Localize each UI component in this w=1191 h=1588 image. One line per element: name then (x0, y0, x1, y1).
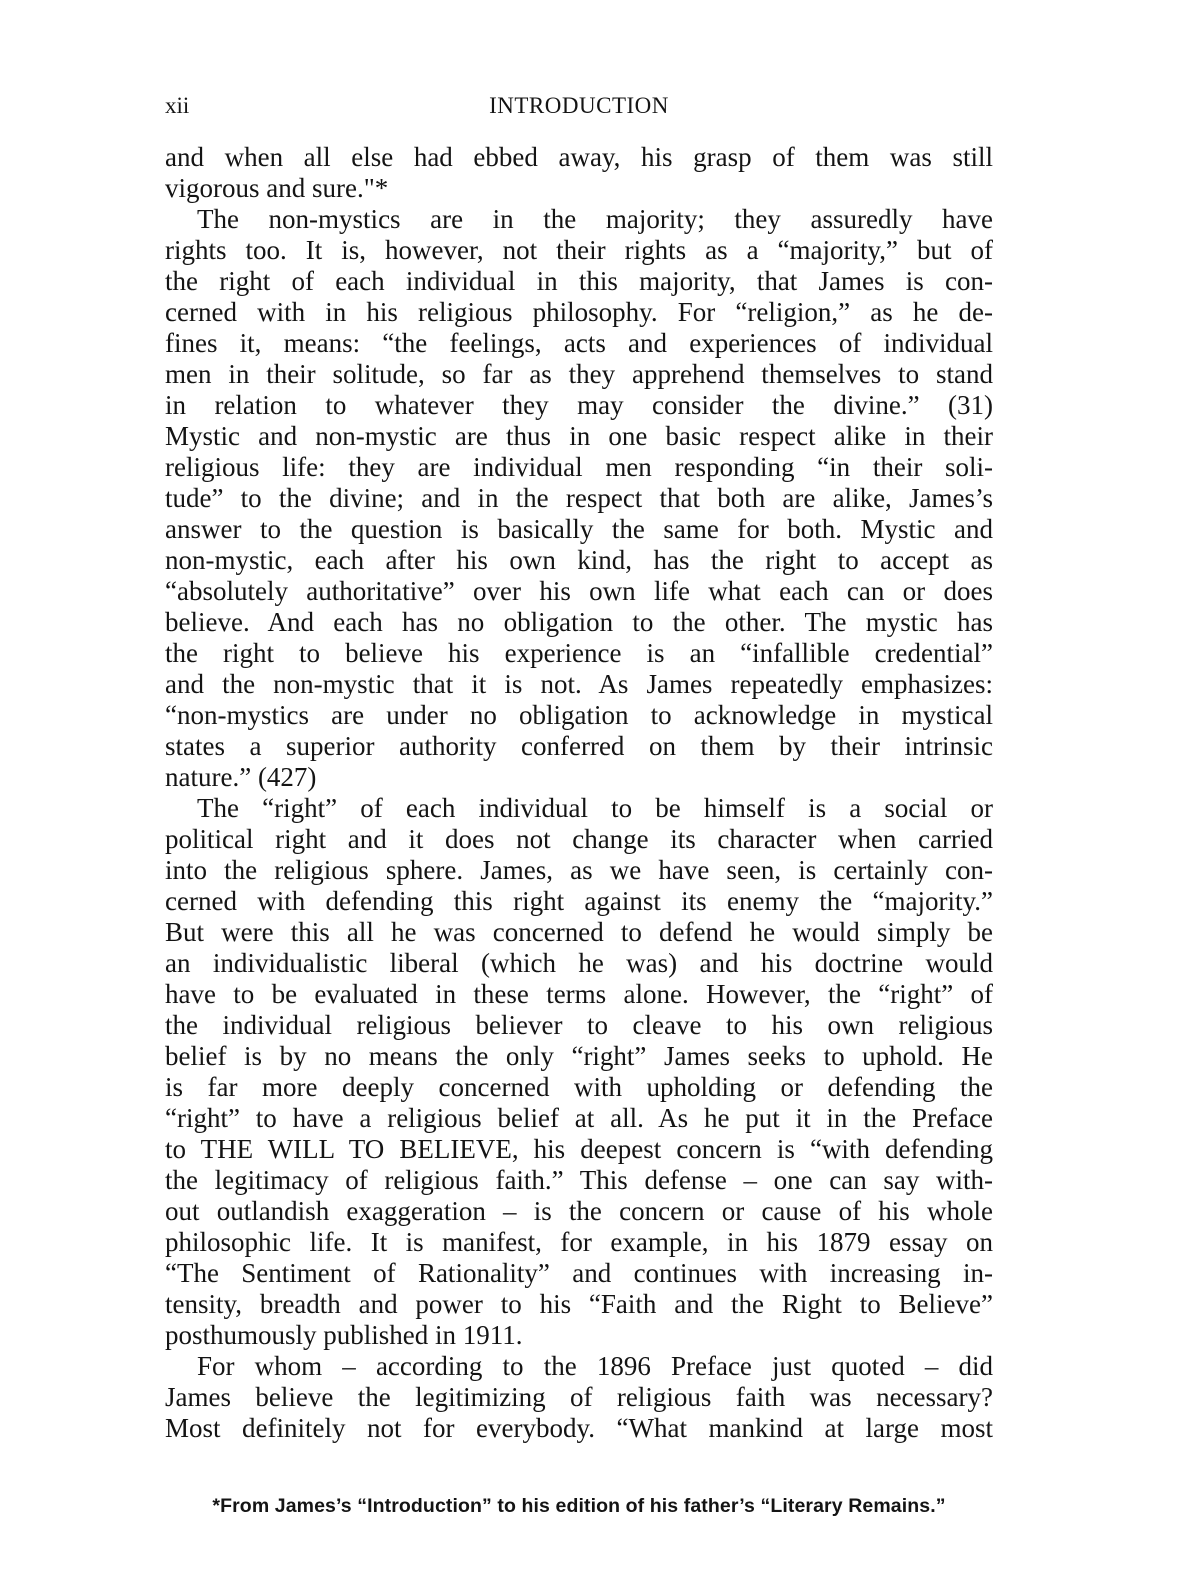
text-line: The non-mystics are in the majority; they assuredly have (197, 204, 993, 234)
text-line: For whom – according to the 1896 Preface just quoted – did (197, 1351, 993, 1381)
text-line: is far more deeply concerned with upholding or defending the (165, 1072, 993, 1102)
text-line: men in their solitude, so far as they apprehend themselves to stand (165, 359, 993, 389)
body-text (165, 142, 993, 1444)
text-line: to THE WILL TO BELIEVE, his deepest concern is “with defending (165, 1134, 993, 1164)
text-line: tensity, breadth and power to his “Faith and the Right to Believe” (165, 1289, 993, 1319)
paragraph (165, 1351, 993, 1444)
text-line: The “right” of each individual to be himself is a social or (197, 793, 993, 823)
text-line: and when all else had ebbed away, his grasp of them was still (165, 142, 993, 172)
text-line: non-mystic, each after his own kind, has the right to accept as (165, 545, 993, 575)
text-line: tude” to the divine; and in the respect that both are alike, James’s (165, 483, 993, 513)
text-line: out outlandish exaggeration – is the concern or cause of his whole (165, 1196, 993, 1226)
text-line: in relation to whatever they may consider the divine.” (31) (165, 390, 993, 420)
text-line: “right” to have a religious belief at all. As he put it in the Preface (165, 1103, 993, 1133)
text-line: James believe the legitimizing of religious faith was necessary? (165, 1382, 993, 1412)
text-line: into the religious sphere. James, as we have seen, is certainly con- (165, 855, 993, 885)
footnote: *From James’s “Introduction” to his edition of his father’s “Literary Remains.” (212, 1495, 946, 1517)
text-line: the right to believe his experience is an “infallible credential” (165, 638, 993, 668)
text-line: believe. And each has no obligation to the other. The mystic has (165, 607, 993, 637)
text-line: posthumously published in 1911. (165, 1320, 523, 1350)
paragraph-continuation (165, 142, 993, 173)
text-line: rights too. It is, however, not their rights as a “majority,” but of (165, 235, 993, 265)
text-line: states a superior authority conferred on them by their intrinsic (165, 731, 993, 761)
text-line: “The Sentiment of Rationality” and continues with increasing in- (165, 1258, 993, 1288)
text-line: an individualistic liberal (which he was) and his doctrine would (165, 948, 993, 978)
text-line: Most definitely not for everybody. “What mankind at large most (165, 1413, 993, 1443)
page-header (165, 88, 993, 124)
paragraph-continuation-end (165, 173, 993, 204)
text-line: answer to the question is basically the same for both. Mystic and (165, 514, 993, 544)
text-line: Mystic and non-mystic are thus in one basic respect alike in their (165, 421, 993, 451)
text-line: religious life: they are individual men responding “in their soli- (165, 452, 993, 482)
paragraph (165, 204, 993, 793)
text-line: cerned with in his religious philosophy. For “religion,” as he de- (165, 297, 993, 327)
text-line: But were this all he was concerned to defend he would simply be (165, 917, 993, 947)
text-line: and the non-mystic that it is not. As James repeatedly emphasizes: (165, 669, 993, 699)
text-line: nature.” (427) (165, 762, 317, 792)
text-line: the individual religious believer to cleave to his own religious (165, 1010, 993, 1040)
text-line: have to be evaluated in these terms alone. However, the “right” of (165, 979, 993, 1009)
paragraph (165, 793, 993, 1351)
page-number: xii (165, 93, 190, 118)
text-line: belief is by no means the only “right” James seeks to uphold. He (165, 1041, 993, 1071)
text-line: cerned with defending this right against its enemy the “majority.” (165, 886, 993, 916)
text-line: the right of each individual in this majority, that James is con- (165, 266, 993, 296)
text-line: fines it, means: “the feelings, acts and experiences of individual (165, 328, 993, 358)
text-line: political right and it does not change its character when carried (165, 824, 993, 854)
text-line: the legitimacy of religious faith.” This defense – one can say with- (165, 1165, 993, 1195)
running-head: INTRODUCTION (489, 93, 669, 118)
text-line: vigorous and sure."* (165, 173, 389, 203)
text-line: “absolutely authoritative” over his own life what each can or does (165, 576, 993, 606)
text-line: philosophic life. It is manifest, for example, in his 1879 essay on (165, 1227, 993, 1257)
text-line: “non-mystics are under no obligation to acknowledge in mystical (165, 700, 993, 730)
